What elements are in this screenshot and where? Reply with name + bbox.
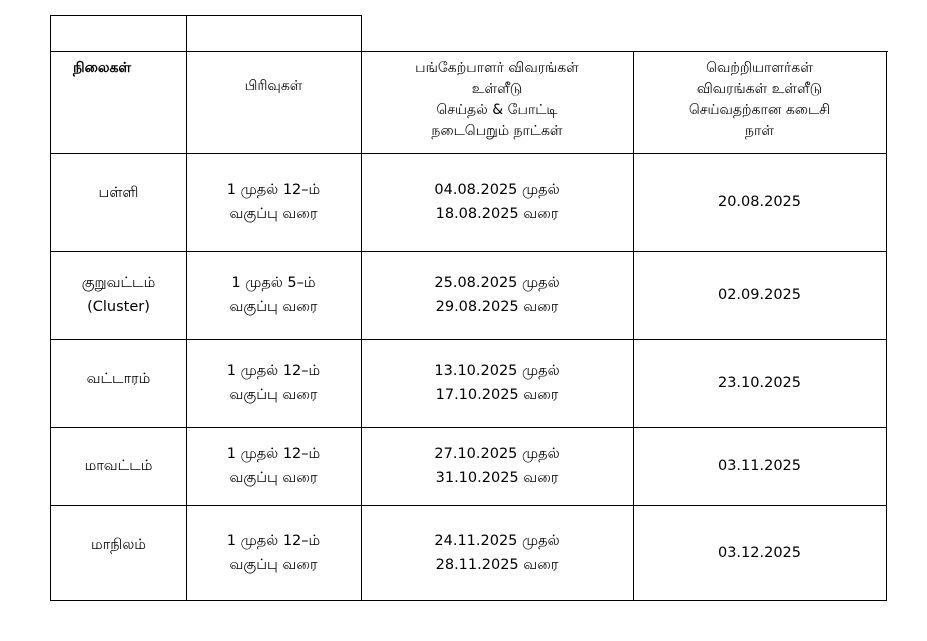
header-participants [361, 51, 634, 154]
table-row-deadline [633, 153, 887, 252]
table-row-level [50, 339, 187, 428]
header-winners-line: விவரங்கள் உள்ளீடு [696, 81, 823, 97]
dates-line: 31.10.2025 வரை [435, 470, 559, 486]
division-line: 1 முதல் 12–ம் [226, 446, 321, 462]
division-line: வகுப்பு வரை [229, 556, 318, 573]
division-line: 1 முதல் 12–ம் [226, 182, 321, 198]
table-row-deadline [633, 505, 887, 601]
table-row-level [50, 153, 187, 252]
deadline-text: 20.08.2025 [717, 194, 802, 210]
dates-line: 13.10.2025 முதல் [434, 363, 560, 379]
table-row-level [50, 505, 187, 601]
dates-line: 25.08.2025 முதல் [434, 275, 560, 291]
level-text: மாவட்டம் [84, 458, 153, 474]
table-row-division [186, 505, 362, 601]
table-row-dates [361, 251, 634, 340]
division-line: 1 முதல் 5–ம் [231, 275, 316, 291]
table-row-dates [361, 505, 634, 601]
table-row-dates [361, 427, 634, 506]
table-row-division [186, 153, 362, 252]
header-divisions [186, 51, 362, 154]
table-row-deadline [633, 251, 887, 340]
header-winners [633, 51, 887, 154]
header-participants-line: செய்தல் & போட்டி [436, 102, 558, 118]
deadline-text: 23.10.2025 [717, 375, 802, 391]
table-row-deadline [633, 339, 887, 428]
table-row-deadline [633, 427, 887, 506]
level-text: பள்ளி [98, 185, 139, 201]
header-participants-line: நடைபெறும் நாட்கள் [431, 123, 563, 139]
division-line: 1 முதல் 12–ம் [226, 363, 321, 379]
table-row-division [186, 339, 362, 428]
division-line: 1 முதல் 12–ம் [226, 532, 321, 549]
table-row-division [186, 427, 362, 506]
header-level [50, 51, 187, 154]
level-text: வட்டாரம் [86, 371, 151, 387]
dates-line: 29.08.2025 வரை [435, 299, 559, 315]
header-level-text: நிலைகள் [73, 60, 132, 76]
deadline-text: 02.09.2025 [717, 287, 802, 303]
header-winners-line: நாள் [745, 123, 774, 139]
header-winners-line: செய்வதற்கான கடைசி [688, 102, 831, 118]
dates-line: 17.10.2025 வரை [435, 387, 559, 403]
deadline-text: 03.12.2025 [717, 544, 802, 561]
division-line: வகுப்பு வரை [229, 206, 318, 222]
division-line: வகுப்பு வரை [229, 470, 318, 486]
level-text: (Cluster) [87, 299, 150, 315]
header-winners-line: வெற்றியாளர்கள் [706, 60, 813, 76]
table-row-level [50, 427, 187, 506]
table-row-dates [361, 153, 634, 252]
table-row-level [50, 251, 187, 340]
division-line: வகுப்பு வரை [229, 387, 318, 403]
header-top-extension [50, 15, 362, 52]
dates-line: 28.11.2025 வரை [435, 556, 559, 573]
level-text: குறுவட்டம் [81, 275, 156, 291]
header-participants-line: உள்ளீடு [471, 81, 523, 97]
header-top-divider [186, 15, 187, 52]
level-text: மாநிலம் [91, 537, 146, 553]
dates-line: 04.08.2025 முதல் [434, 182, 560, 198]
header-divisions-text: பிரிவுகள் [244, 78, 303, 94]
dates-line: 24.11.2025 முதல் [434, 532, 560, 549]
dates-line: 18.08.2025 வரை [435, 206, 559, 222]
header-participants-line: பங்கேற்பாளர் விவரங்கள் [415, 60, 579, 76]
table-row-dates [361, 339, 634, 428]
dates-line: 27.10.2025 முதல் [434, 446, 560, 462]
deadline-text: 03.11.2025 [717, 458, 802, 474]
division-line: வகுப்பு வரை [229, 299, 318, 315]
table-row-division [186, 251, 362, 340]
